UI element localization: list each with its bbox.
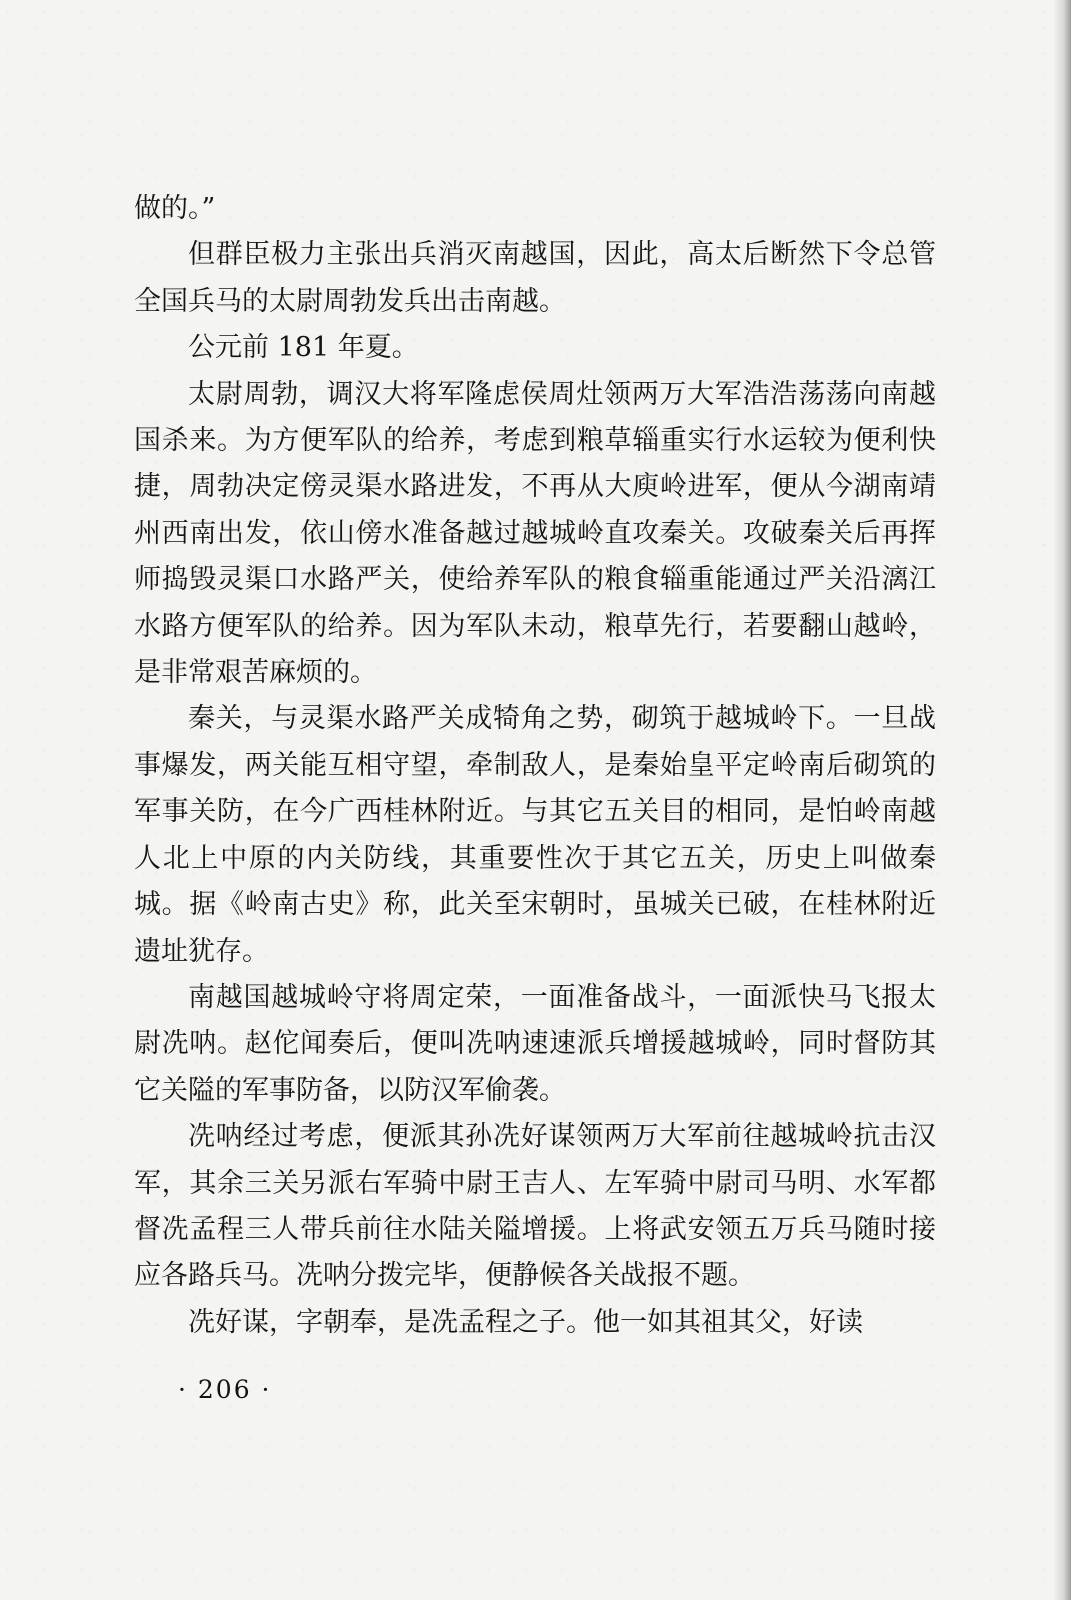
paragraph: 南越国越城岭守将周定荣，一面准备战斗，一面派快马飞报太尉冼呐。赵佗闻奏后，便叫冼呐速速派兵增援越城岭，同时督防其它关隘的军事防备，以防汉军偷袭。 bbox=[134, 981, 936, 1106]
paragraph: 太尉周勃，调汉大将军隆虑侯周灶领两万大军浩浩荡荡向南越国杀来。为方便军队的给养，考虑到粮草辎重实行水运较为便利快捷，周勃决定傍灵渠水路进发，不再从大庾岭进军，便从今湖南靖州西南出发，依山傍水准备越过越城岭直攻秦关。攻破秦关后再挥师捣毁灵渠口水路严关，使给养军队的粮食辎重能通过严关沿漓江水路方便军队的给养。因为军队未动，粮草先行，若要翻山越岭，是非常艰苦麻烦的。 bbox=[134, 378, 936, 689]
page-edge-shadow bbox=[1053, 0, 1071, 1600]
paragraph: 但群臣极力主张出兵消灭南越国，因此，高太后断然下令总管全国兵马的太尉周勃发兵出击南越。 bbox=[134, 239, 936, 317]
paragraph: 秦关，与灵渠水路严关成犄角之势，砌筑于越城岭下。一旦战事爆发，两关能互相守望，牵制敌人，是秦始皇平定岭南后砌筑的军事关防，在今广西桂林附近。与其它五关目的相同，是怕岭南越人北上中原的内关防线，其重要性次于其它五关，历史上叫做秦城。据《岭南古史》称，此关至宋朝时，虽城关已破，在桂林附近遗址犹存。 bbox=[134, 703, 936, 967]
paragraph: 做的。” bbox=[134, 193, 216, 224]
paragraph: 冼呐经过考虑，便派其孙冼好谋领两万大军前往越城岭抗击汉军，其余三关另派右军骑中尉王吉人、左军骑中尉司马明、水军都督冼孟程三人带兵前往水陆关隘增援。上将武安领五万兵马随时接应各路兵马。冼呐分拨完毕，便静候各关战报不题。 bbox=[134, 1121, 936, 1292]
body-text bbox=[134, 186, 936, 1346]
paragraph: 公元前 181 年夏。 bbox=[188, 332, 419, 364]
page-number: · 206 · bbox=[178, 1375, 272, 1404]
paragraph: 冼好谋，字朝奉，是冼孟程之子。他一如其祖其父，好读 bbox=[188, 1306, 863, 1338]
